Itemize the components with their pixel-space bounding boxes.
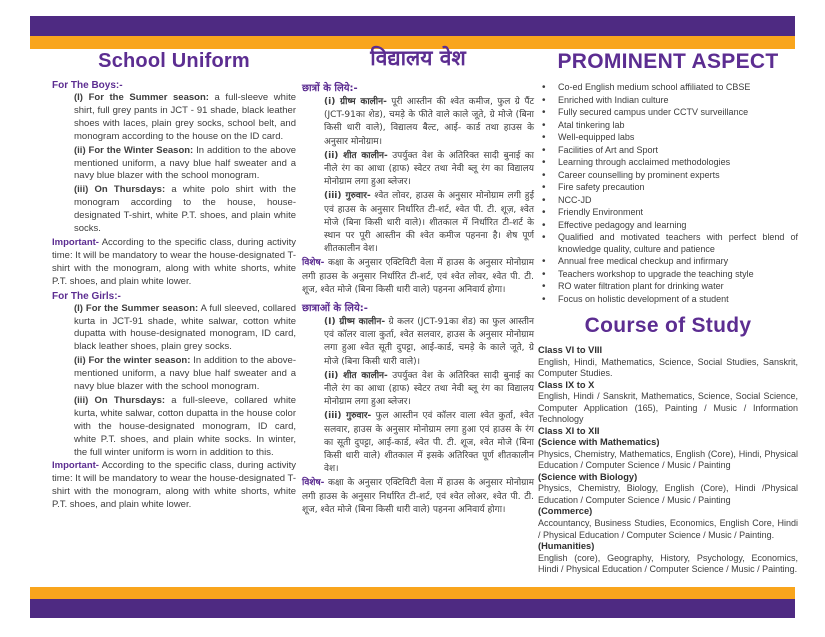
list-item: • Friendly Environment [542, 207, 798, 219]
course-stream-header: (Humanities) [538, 541, 595, 552]
item-text: a full-sleeve white shirt, full grey pants in JCT - 91 shade, black leather shoes with laces, plain grey socks, school belt, and monogram according to the house on the ID card. [74, 92, 296, 142]
important-text: According to the specific class, during activity time: It will be mandatory to wear the house-designated T-shirt with the monogram, along with white shorts, white P.T. shoes, and plain white lower. [52, 460, 296, 511]
item-text: फुल आस्तीन एवं कॉलर वाला श्वेत कुर्ता, श्वेत सलवार, हाउस के अनुसार मोनोग्राम लगा हुआ एवं हाउस के रंग का सूती दुपट्टा, आई-कार्ड, श्वेत पी. टी. शूज, श्वेत मोजे (बिना किसी धारी वाले) शीतकाल में इसके अतिरिक्त पूर्ण शीतकालीन वेश। [324, 411, 534, 475]
list-item: • Annual free medical checkup and infirmary [542, 256, 798, 268]
item-lead: (I) For the Summer season: [74, 302, 199, 314]
girls-thursday-item [74, 395, 296, 460]
school-uniform-panel [52, 50, 296, 512]
vishesh-lead: विशेष- [302, 478, 325, 489]
item-lead: (iii) On Thursdays: [74, 394, 166, 406]
bottom-purple-band [30, 599, 795, 618]
important-lead: Important- [52, 236, 99, 248]
item-lead: (ii) शीत कालीन- [324, 370, 388, 381]
item-lead: (I) ग्रीष्म कालीन- [324, 317, 386, 328]
list-item: • NCC-JD [542, 195, 798, 207]
course-class-header: Class XI to XII [538, 425, 600, 436]
girls-section-header: For The Girls:- [52, 290, 121, 302]
vishesh-note-girls [302, 477, 534, 517]
hindi-boys-thursday-item [324, 190, 534, 256]
list-item: • Fire safety precaution [542, 182, 798, 194]
vishesh-note-boys [302, 257, 534, 297]
item-text: A full sleeved, collared kurta in JCT-91 shade, white salwar, cotton white dupatta with house-designated monogram, ID card, black leather shoes, plain grey socks. [74, 302, 296, 353]
vishesh-lead: विशेष- [302, 258, 325, 269]
item-text: पूरी आस्तीन की श्वेत कमीज, फुल ग्रे पैंट (JCT-91का शेड), चमड़े के फीते वाले काले जूते, ग्रे मोजे (बिना किसी धारी वाले), विद्यालय बैल्ट, आई- कार्ड तथा हाउस के अनुसार मोनोग्राम। [324, 97, 534, 147]
hindi-girls-thursday-item [324, 410, 534, 476]
list-item: • Learning through acclaimed methodologies [542, 157, 798, 169]
course-stream-header: (Science with Biology) [538, 471, 638, 482]
item-text: उपर्युक्त वेश के अतिरिक्त सादी बुनाई का नीले रंग का आधा (हाफ) स्वेटर तथा नेवी ब्लू रंग का विद्यालय मोनोग्राम लगा हुआ ब्लेजर। [324, 150, 534, 188]
list-item: • Enriched with Indian culture [542, 95, 798, 107]
course-subjects: English, Hindi, Mathematics, Science, Social Studies, Sanskrit, Computer Studies. [538, 356, 798, 379]
important-text: According to the specific class, during activity time: It will be mandatory to wear the house-designated T-shirt with the monogram, along with white shorts, white P.T. shoes, and plain white lower. [52, 236, 296, 287]
important-lead: Important- [52, 460, 99, 472]
item-text: In addition to the above mentioned uniform, a navy blue half sweater and a navy blue blazer with the school monogram. [74, 144, 296, 182]
course-of-study-title: Course of Study [584, 314, 752, 337]
list-item: • RO water filtration plant for drinking water [542, 281, 798, 293]
school-uniform-title: School Uniform [98, 50, 250, 72]
important-note-boys [52, 237, 296, 289]
item-lead: (iii) गुरुवार- [324, 411, 372, 422]
item-text: ग्रे कलर (JCT-91का शेड) का फुल आस्तीन एवं कॉलर वाला कुर्ता, श्वेत सलवार, हाउस के अनुसार मोनोग्राम लगा हुआ श्वेत सूती दुपट्टा, आई-कार्ड, चमड़े के काले जूते, ग्रे मोजे (बिना किसी धारी वाले)। [324, 317, 534, 367]
hindi-boys-winter-item [324, 150, 534, 190]
list-item: • Atal tinkering lab [542, 120, 798, 132]
list-item: • Career counselling by prominent experts [542, 170, 798, 182]
list-item: • Facilities of Art and Sport [542, 145, 798, 157]
list-item: • Fully secured campus under CCTV surveillance [542, 107, 798, 119]
item-lead: (I) For the Summer season: [74, 92, 209, 103]
item-text: उपर्युक्त वेश के अतिरिक्त सादी बुनाई का नीले रंग का आधा (हाफ) स्वेटर तथा नेवी ब्लू रंग का विद्यालय मोनोग्राम लगा हुआ ब्लेजर। [324, 370, 534, 408]
item-lead: (ii) For the Winter Season: [74, 144, 194, 156]
course-subjects: English, Hindi / Sanskrit, Mathematics, Science, Social Science, Computer Application (165), Painting / Music / Information Technology [538, 391, 798, 425]
prominent-aspect-panel [538, 50, 798, 576]
vidyalaya-vesh-title: विद्यालय वेश [370, 46, 466, 70]
boys-winter-item [74, 145, 296, 184]
list-item: • Effective pedagogy and learning [542, 220, 798, 232]
item-text: a white polo shirt with the monogram according to the house, house-designated T-shirt, white P.T. shoes, and plain white socks. [74, 184, 296, 235]
item-lead: (iii) On Thursdays: [74, 184, 166, 196]
important-note-girls [52, 460, 296, 512]
list-item: • Well-equipped labs [542, 132, 798, 144]
item-lead: (ii) For the winter season: [74, 355, 191, 367]
prominent-aspect-list [542, 82, 798, 305]
vidyalaya-vesh-panel [302, 44, 534, 517]
list-item: • Teachers workshop to upgrade the teaching style [542, 269, 798, 281]
boys-summer-item [74, 92, 296, 144]
girls-summer-item [74, 303, 296, 355]
bottom-orange-band [30, 587, 795, 599]
boys-thursday-item [74, 184, 296, 236]
list-item: • Co-ed English medium school affiliated to CBSE [542, 82, 798, 94]
item-lead: (iii) गुरुवार- [324, 191, 371, 202]
course-subjects: Physics, Chemistry, Biology, English (Core), Hindi /Physical Education / Computer Science / Music / Painting [538, 483, 798, 505]
chhatron-section-header: छात्रों के लिये:- [302, 83, 358, 94]
list-item: • Focus on holistic development of a student [542, 294, 798, 306]
girls-winter-item [74, 355, 296, 394]
item-text: श्वेत लोवर, हाउस के अनुसार मोनोग्राम लगी हुई एवं हाउस के अनुसार निर्धारित टी-शर्ट, श्वेत पी. टी. शूज़, श्वेत मोजे (बिना किसी धारी वाले)। शीतकाल में निर्धारित टी-शर्ट के स्थान पर पूरी आस्तीन की श्वेत कमीज पहनना है। शेष पूर्ण शीतकालीन वेश। [324, 191, 534, 255]
course-subjects: English (core), Geography, History, Psychology, Economics, Hindi / Physical Education / Computer Science / Music / Painting. [538, 552, 798, 575]
hindi-girls-winter-item [324, 370, 534, 410]
boys-section-header: For The Boys:- [52, 80, 123, 91]
item-lead: (i) ग्रीष्म कालीन- [324, 97, 387, 107]
list-item: • Qualified and motivated teachers with perfect blend of knowledge quality, culture and patience [542, 232, 798, 255]
course-subjects: Accountancy, Business Studies, Economics, English Core, Hindi / Physical Education / Computer Science / Music / Painting. [538, 518, 798, 540]
top-purple-band [30, 16, 795, 36]
item-text: In addition to the above-mentioned uniform, a navy blue half sweater and a navy blue blazer with the school monogram. [74, 355, 296, 393]
item-text: a full-sleeve, collared white kurta, white salwar, cotton dupatta in the house color with the house-designated monogram, ID card, white P.T. shoes, and plain white socks. In winter, the full winter uniform is worn in addition to this. [74, 394, 296, 458]
course-stream-header: (Science with Mathematics) [538, 437, 660, 448]
course-subjects: Physics, Chemistry, Mathematics, English (Core), Hindi, Physical Education / Computer Science / Music / Painting [538, 448, 798, 471]
vishesh-text: कक्षा के अनुसार एक्टिविटी वेला में हाउस के अनुसार मोनोग्राम लगी हाउस के अनुसार निर्धारित टी-शर्ट, एवं श्वेत लोअर, श्वेत पी. टी. शूज, श्वेत मोजे (बिना किसी धारी वाले) पहनना अनिवार्य होगा। [302, 478, 534, 515]
prominent-aspect-title: PROMINENT ASPECT [557, 50, 779, 73]
hindi-boys-summer-item [324, 96, 534, 149]
course-stream-header: (Commerce) [538, 506, 593, 517]
hindi-girls-summer-item [324, 316, 534, 369]
item-lead: (ii) शीत कालीन- [324, 150, 388, 161]
course-class-header: Class IX to X [538, 379, 595, 390]
course-class-header: Class VI to VIII [538, 345, 603, 355]
vishesh-text: कक्षा के अनुसार एक्टिविटी वेला में हाउस के अनुसार मोनोग्राम लगी हाउस के अनुसार निर्धारित टी-शर्ट, एवं श्वेत लोवर, श्वेत पी. टी. शूज, श्वेत मोजे (बिना किसी धारी वाले) पहनना अनिवार्य होगा। [302, 258, 534, 295]
course-of-study-section [538, 314, 798, 576]
chhatraon-section-header: छात्राओं के लिये:- [302, 303, 368, 315]
